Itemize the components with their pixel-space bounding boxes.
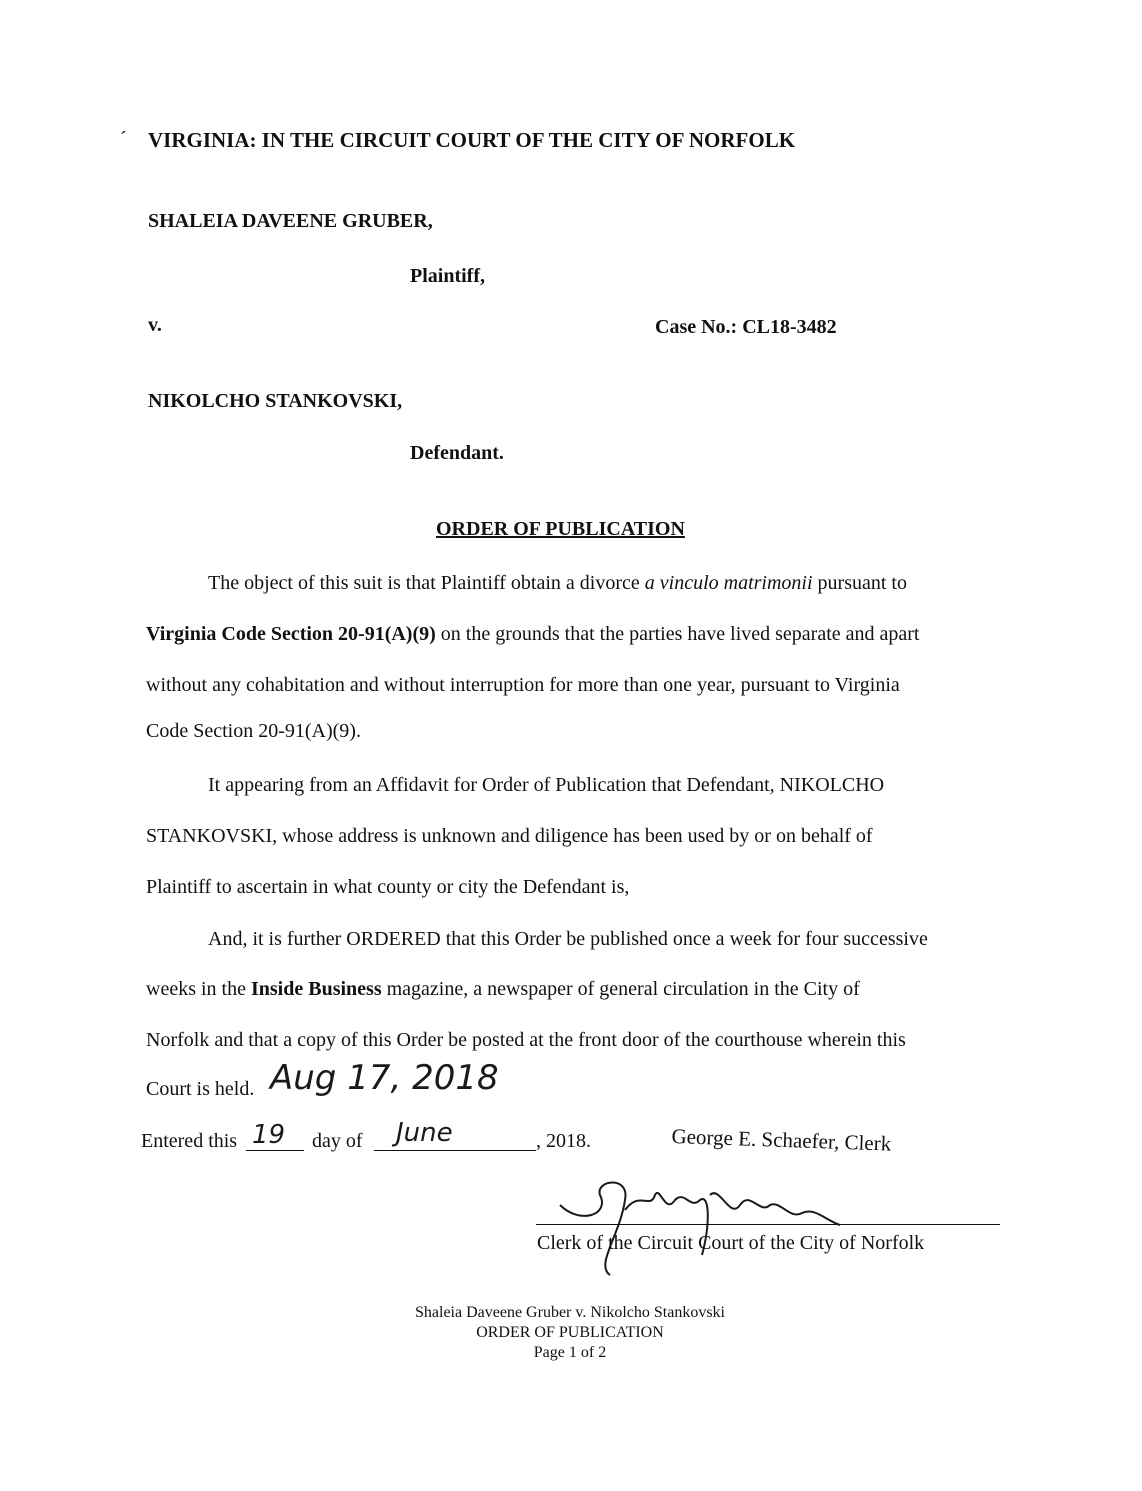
footer-doc-title: ORDER OF PUBLICATION (476, 1324, 664, 1341)
day-blank-line (246, 1150, 304, 1151)
versus-label: v. (148, 314, 162, 336)
document-title: ORDER OF PUBLICATION (436, 518, 685, 540)
para1-line3: without any cohabitation and without interruption for more than one year, pursuant to Virginia (146, 674, 900, 696)
para1-code-cite: Virginia Code Section 20-91(A)(9) (146, 623, 436, 645)
para3-line3: Norfolk and that a copy of this Order be posted at the front door of the courthouse wherein this (146, 1029, 906, 1051)
para2-line2: STANKOVSKI, whose address is unknown and diligence has been used by or on behalf of (146, 825, 873, 847)
para1-latin-term: a vinculo matrimonii (644, 572, 813, 594)
handwritten-month: June (396, 1118, 453, 1148)
para3-line4: Court is held. (146, 1078, 255, 1100)
clerk-title-line: Clerk of the Circuit Court of the City of Norfolk (537, 1232, 925, 1254)
para2-line1: It appearing from an Affidavit for Order of Publication that Defendant, NIKOLCHO (208, 774, 885, 796)
clerk-name-stamp: George E. Schaefer, Clerk (671, 1124, 892, 1156)
para3-line1: And, it is further ORDERED that this Order be published once a week for four successive (208, 928, 928, 950)
defendant-role: Defendant. (410, 442, 504, 464)
case-number: Case No.: CL18-3482 (655, 316, 837, 338)
para1-text-c: pursuant to (812, 572, 907, 594)
para1-text-b: on the grounds that the parties have lived separate and apart (435, 623, 920, 645)
court-heading: VIRGINIA: IN THE CIRCUIT COURT OF THE CITY OF NORFOLK (148, 128, 796, 152)
para3-text-c: magazine, a newspaper of general circulation in the City of (381, 978, 860, 1000)
para3-text-a: weeks in the (146, 978, 251, 1000)
para1-line2 (146, 621, 920, 647)
handwritten-date: Aug 17, 2018 (270, 1058, 499, 1098)
plaintiff-name: SHALEIA DAVEENE GRUBER, (148, 210, 433, 232)
para1-text-a: The object of this suit is that Plaintiff obtain a divorce (208, 572, 645, 594)
para1-line4: Code Section 20-91(A)(9). (146, 720, 361, 742)
handwritten-day: 19 (252, 1120, 286, 1150)
para2-line3: Plaintiff to ascertain in what county or city the Defendant is, (146, 876, 630, 898)
defendant-name: NIKOLCHO STANKOVSKI, (148, 390, 403, 412)
margin-mark: ´ (120, 128, 127, 150)
footer-page-number: Page 1 of 2 (533, 1344, 607, 1361)
entered-this-label: Entered this (141, 1130, 238, 1152)
day-of-label: day of (312, 1130, 363, 1152)
plaintiff-role: Plaintiff, (410, 265, 485, 287)
clerk-signature (540, 1165, 860, 1280)
year-text: , 2018. (536, 1130, 591, 1152)
signature-line (536, 1224, 1000, 1225)
month-blank-line (374, 1150, 536, 1151)
para1-line1 (208, 570, 907, 596)
publication-name: Inside Business (250, 978, 382, 1000)
footer-case-style: Shaleia Daveene Gruber v. Nikolcho Stankovski (415, 1304, 725, 1321)
para3-line2 (146, 976, 860, 1002)
